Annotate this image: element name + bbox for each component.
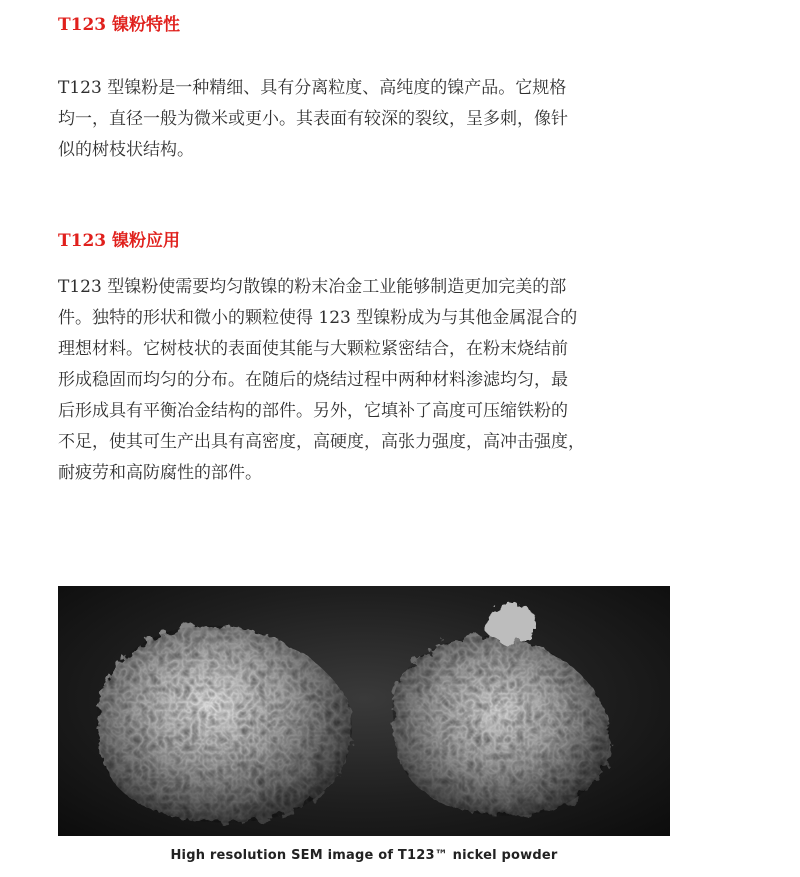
- paragraph-line: 耐疲劳和高防腐性的部件。: [58, 463, 262, 483]
- paragraph-line: 不足，使其可生产出具有高密度，高硬度，高张力强度，高冲击强度，: [58, 432, 585, 452]
- nickel-particle-left: [97, 626, 353, 823]
- paragraph-line: T123 型镍粉是一种精细、具有分离粒度、高纯度的镍产品。它规格: [58, 78, 567, 98]
- nickel-particle-right: [393, 604, 610, 816]
- paragraph-line: 似的树枝状结构。: [58, 140, 194, 160]
- paragraph-line: T123 型镍粉使需要均匀散镍的粉末冶金工业能够制造更加完美的部: [58, 277, 567, 297]
- paragraph-line: 均一，直径一般为微米或更小。其表面有较深的裂纹，呈多刺，像针: [58, 109, 568, 129]
- section-heading-applications: T123 镍粉应用: [58, 231, 181, 251]
- properties-paragraph: [58, 73, 738, 166]
- paragraph-line: 件。独特的形状和微小的颗粒使得 123 型镍粉成为与其他金属混合的: [58, 308, 578, 328]
- section-heading-properties: T123 镍粉特性: [58, 15, 181, 35]
- sem-particles-graphic: [58, 586, 670, 836]
- paragraph-line: 形成稳固而均匀的分布。在随后的烧结过程中两种材料渗滤均匀，最: [58, 370, 568, 390]
- sem-nickel-particles-image: [58, 586, 670, 836]
- sem-figure: [58, 586, 670, 877]
- figure-caption: High resolution SEM image of T123™ nickel powder: [170, 848, 558, 863]
- paragraph-line: 后形成具有平衡冶金结构的部件。另外，它填补了高度可压缩铁粉的: [58, 401, 568, 421]
- applications-paragraph: [58, 272, 738, 489]
- paragraph-line: 理想材料。它树枝状的表面使其能与大颗粒紧密结合，在粉末烧结前: [58, 339, 568, 359]
